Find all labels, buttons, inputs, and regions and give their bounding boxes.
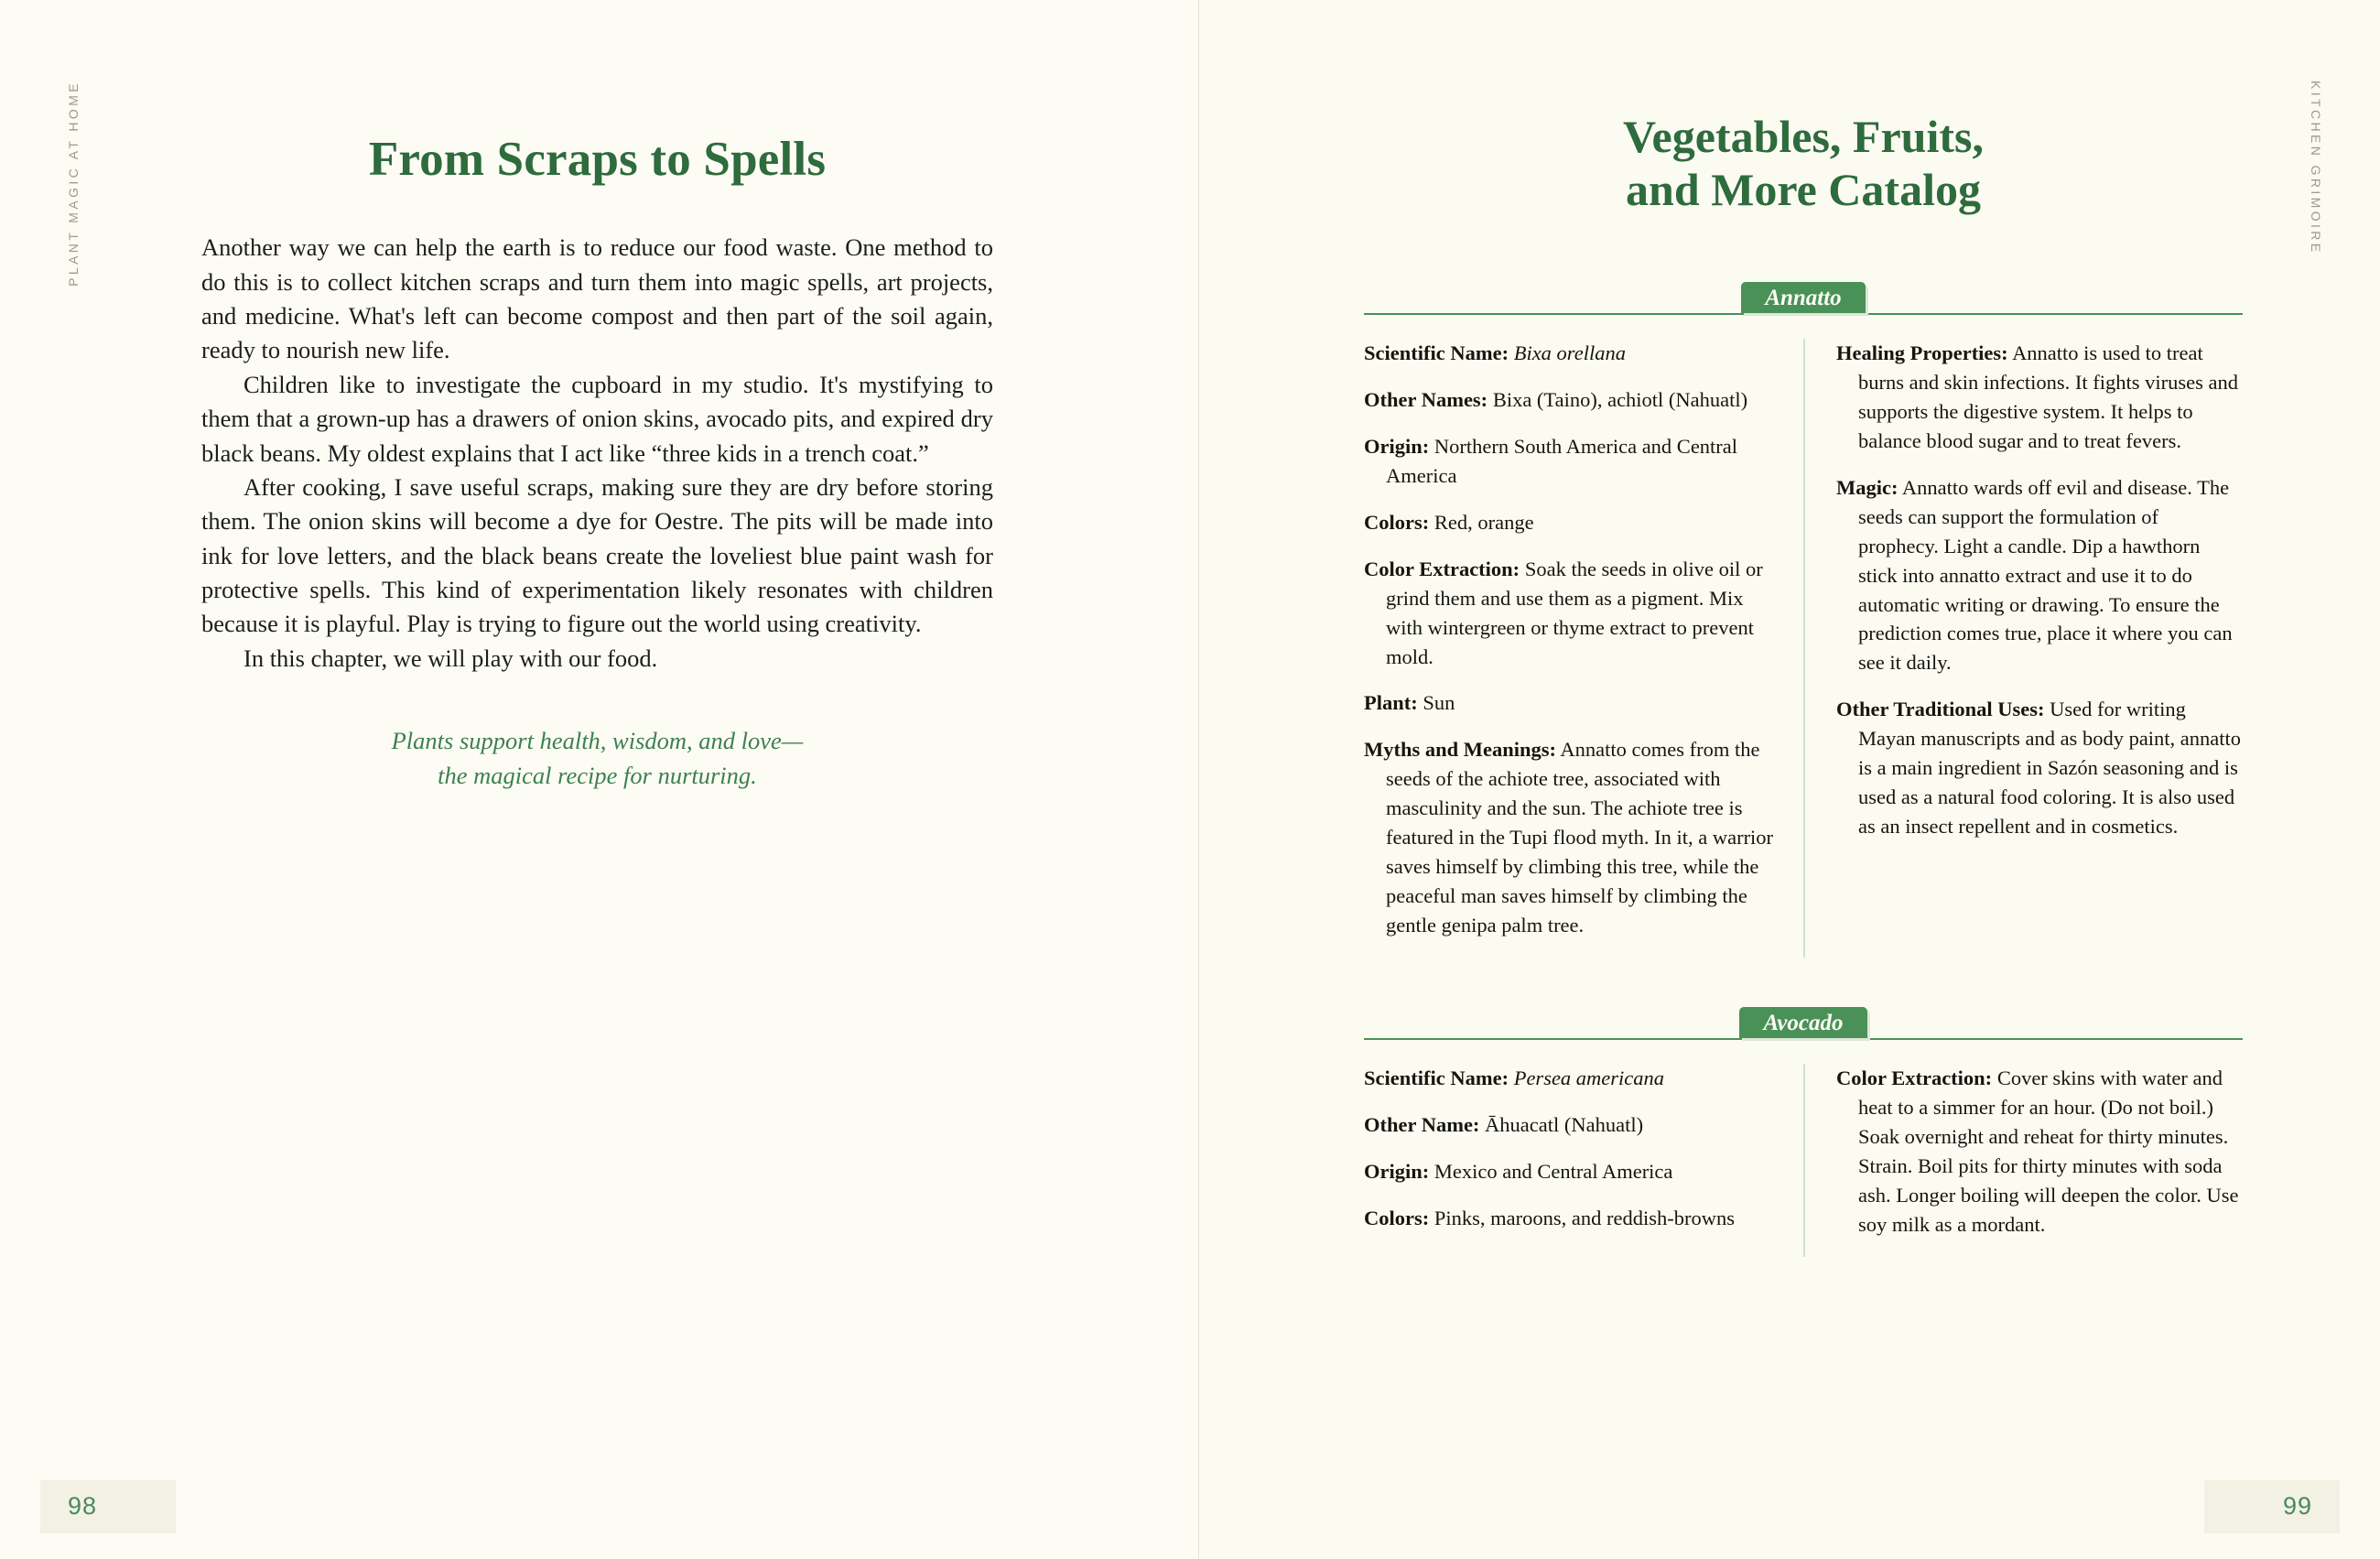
catalog-entry [1364, 1007, 2243, 1257]
pull-quote [201, 723, 993, 794]
catalog-field-value: Persea americana [1513, 1066, 1665, 1089]
body-paragraph-4: In this chapter, we will play with our food. [243, 644, 658, 672]
catalog-entry-tab: Annatto [1741, 282, 1865, 313]
catalog-field-label: Plant: [1364, 691, 1418, 715]
body-paragraph-1: Another way we can help the earth is to reduce our food waste. One method to do this is to collect kitchen scraps and turn them into magic spells, art projects, and medicine. What's left can become compost and then part of the soil again, ready to nourish new life. [201, 233, 993, 364]
folio-background-left [40, 1480, 176, 1533]
catalog-title-line-2: and More Catalog [1626, 164, 1981, 215]
catalog-field-value: Red, orange [1433, 510, 1534, 534]
catalog-field-value: Bixa (Taino), achiotl (Nahuatl) [1492, 387, 1748, 411]
catalog-field [1836, 1064, 2243, 1240]
catalog-field [1364, 508, 1776, 537]
catalog-field [1364, 385, 1776, 415]
catalog-entry-tab-wrap [1364, 1007, 2243, 1038]
catalog-field-label: Scientific Name: [1364, 1066, 1509, 1089]
catalog-field [1364, 688, 1776, 718]
body-paragraph-2: Children like to investigate the cupboard in my studio. It's mystifying to them that a grown-up has a drawers of onion skins, avocado pits, and expired dry black beans. My oldest explains that I act like “three kids in a trench coat.” [201, 370, 993, 467]
catalog-field-label: Colors: [1364, 1206, 1430, 1229]
left-page-content [201, 133, 993, 794]
catalog-field-value: Annatto comes from the seeds of the achiote tree, associated with masculinity and the sun. The achiote tree is featured in the Tupi flood myth. In it, a warrior saves himself by climbing this tree, while the peaceful man saves himself by climbing the gentle genipa palm tree. [1386, 738, 1774, 936]
catalog-field [1364, 1064, 1776, 1093]
catalog-field [1364, 1110, 1776, 1140]
catalog-entries [1364, 282, 2243, 1257]
catalog-entry-tab: Avocado [1739, 1007, 1866, 1038]
catalog-field-label: Scientific Name: [1364, 341, 1509, 364]
catalog-field-value: Āhuacatl (Nahuatl) [1485, 1112, 1644, 1136]
catalog-field-label: Origin: [1364, 1159, 1430, 1183]
catalog-field-label: Color Extraction: [1836, 1066, 1993, 1089]
catalog-field [1364, 555, 1776, 672]
running-head-right: KITCHEN GRIMOIRE [2309, 81, 2323, 255]
catalog-field [1836, 473, 2243, 678]
catalog-field-value: Cover skins with water and heat to a simmer for an hour. (Do not boil.) Soak overnight and reheat for thirty minutes. Strain. Boil pits for thirty minutes with soda ash. Longer boiling will deepen the color. Use soy milk as a mordant. [1858, 1066, 2239, 1236]
pull-quote-line-1: Plants support health, wisdom, and love— [391, 727, 804, 755]
catalog-field-value: Pinks, maroons, and reddish-browns [1433, 1206, 1735, 1229]
body-paragraph-3: After cooking, I save useful scraps, making sure they are dry before storing them. The onion skins will become a dye for Oestre. The pits will be made into ink for love letters, and the black beans create the loveliest blue paint wash for protective spells. This kind of experimentation likely resonates with children because it is playful. Play is trying to figure out the world using creativity. [201, 472, 993, 638]
catalog-entry-columns [1364, 315, 2243, 958]
catalog-field-value: Annatto wards off evil and disease. The seeds can support the formulation of prophecy. Light a candle. Dip a hawthorn stick into annatto extract and use it to do automatic writing or drawing. To ensure the prediction comes true, place it where you can see it daily. [1858, 475, 2233, 675]
catalog-field [1364, 339, 1776, 368]
running-head-left: PLANT MAGIC AT HOME [66, 81, 81, 287]
catalog-field-label: Magic: [1836, 475, 1899, 499]
catalog-field [1364, 1157, 1776, 1186]
right-page-content [1364, 110, 2243, 1264]
catalog-entry-right-column [1803, 339, 2243, 958]
catalog-field-value: Used for writing Mayan manuscripts and as body paint, annatto is a main ingredient in Sazón seasoning and is used as a natural food coloring. It is also used as an insect repellent and in cosmetics. [1858, 698, 2242, 839]
right-page [1199, 0, 2380, 1559]
catalog-field-value: Bixa orellana [1513, 341, 1626, 364]
catalog-field-label: Other Names: [1364, 387, 1488, 411]
folio-background-right [2204, 1480, 2340, 1533]
catalog-field-value: Soak the seeds in olive oil or grind them and use them as a pigment. Mix with wintergreen or thyme extract to prevent mold. [1386, 557, 1763, 668]
pull-quote-line-2: the magical recipe for nurturing. [438, 762, 757, 790]
catalog-field-label: Origin: [1364, 434, 1430, 458]
catalog-field-label: Other Name: [1364, 1112, 1480, 1136]
catalog-field-value: Northern South America and Central America [1386, 434, 1738, 487]
catalog-entry-columns [1364, 1040, 2243, 1257]
catalog-entry-tab-wrap [1364, 282, 2243, 313]
page-title: From Scraps to Spells [368, 133, 827, 186]
catalog-entry [1364, 282, 2243, 958]
catalog-field-value: Sun [1423, 691, 1455, 715]
catalog-entry-left-column [1364, 339, 1803, 958]
catalog-field-value: Mexico and Central America [1433, 1159, 1673, 1183]
catalog-field [1836, 339, 2243, 456]
catalog-field-label: Color Extraction: [1364, 557, 1520, 580]
catalog-field [1364, 735, 1776, 940]
catalog-field-label: Colors: [1364, 510, 1430, 534]
catalog-field-label: Myths and Meanings: [1364, 738, 1557, 762]
page-number-right: 99 [2282, 1492, 2312, 1520]
catalog-field [1364, 1204, 1776, 1233]
catalog-field-label: Healing Properties: [1836, 341, 2008, 364]
catalog-field [1836, 695, 2243, 841]
catalog-field-value: Annatto is used to treat burns and skin infections. It fights viruses and supports the digestive system. It helps to balance blood sugar and to treat fevers. [1858, 341, 2238, 452]
catalog-entry-right-column [1803, 1064, 2243, 1257]
catalog-title [1364, 110, 2243, 216]
catalog-field-label: Other Traditional Uses: [1836, 698, 2045, 721]
catalog-title-line-1: Vegetables, Fruits, [1623, 111, 1984, 162]
catalog-entry-left-column [1364, 1064, 1803, 1257]
catalog-field [1364, 432, 1776, 491]
catalog-entry-spacer [1364, 965, 2243, 1007]
page-number-left: 98 [68, 1492, 98, 1520]
